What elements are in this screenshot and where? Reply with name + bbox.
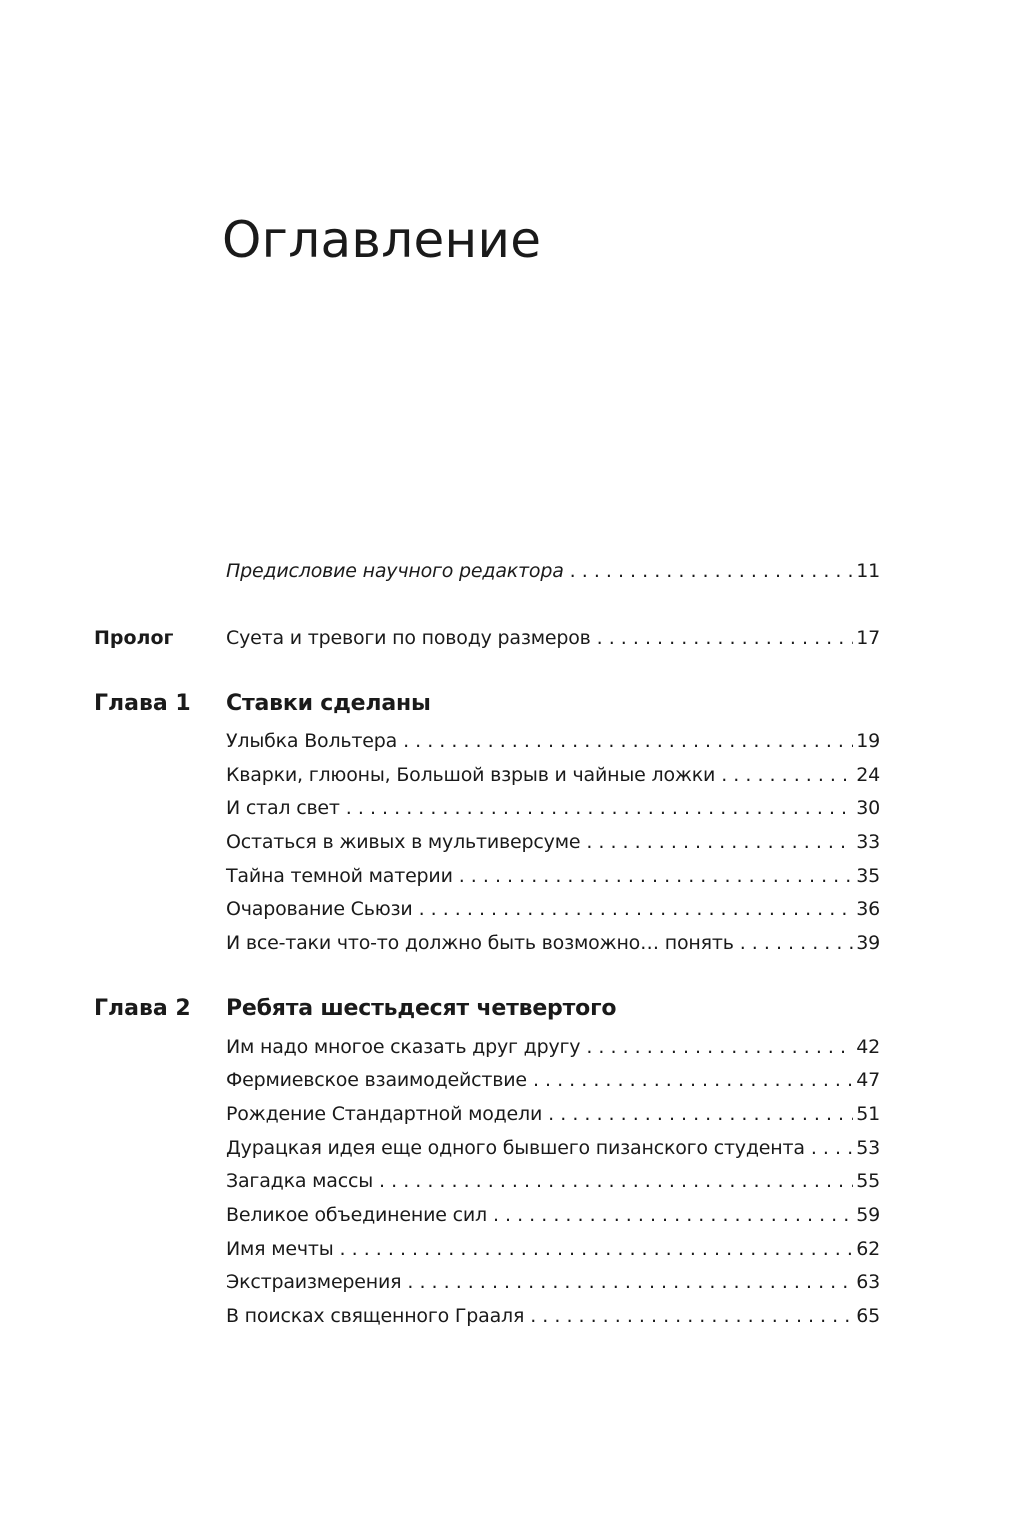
toc-entry-page: 47 xyxy=(856,1069,880,1091)
prologue-label: Пролог xyxy=(94,627,174,649)
toc-entry-title: Им надо многое сказать друг другу xyxy=(226,1036,581,1058)
toc-entry[interactable] xyxy=(226,829,880,855)
toc-entry[interactable] xyxy=(226,1067,880,1093)
toc-entry-title: Улыбка Вольтера xyxy=(226,730,398,752)
page-title: Оглавление xyxy=(222,211,542,269)
dot-leader xyxy=(407,1269,853,1295)
toc-entry-page: 24 xyxy=(856,764,880,786)
dot-leader xyxy=(740,930,854,956)
toc-entry-title: Суета и тревоги по поводу размеров xyxy=(226,627,591,649)
chapter-title[interactable]: Ставки сделаны xyxy=(226,691,431,716)
toc-entry-title: И все-таки что-то должно быть возможно… понять xyxy=(226,932,734,954)
toc-entry-title: Фермиевское взаимодействие xyxy=(226,1069,527,1091)
toc-entry-title: Дурацкая идея еще одного бывшего пизанского студента xyxy=(226,1137,805,1159)
toc-entry[interactable] xyxy=(226,863,880,889)
toc-entry-page: 53 xyxy=(856,1137,880,1159)
toc-entry-title: Предисловие научного редактора xyxy=(226,560,564,582)
toc-entry[interactable] xyxy=(226,1236,880,1262)
dot-leader xyxy=(721,762,853,788)
toc-entry-title: В поисках священного Грааля xyxy=(226,1305,525,1327)
toc-entry-page: 51 xyxy=(856,1103,880,1125)
toc-entry-page: 11 xyxy=(856,560,880,582)
toc-entry-page: 59 xyxy=(856,1204,880,1226)
toc-entry-prologue[interactable] xyxy=(226,625,880,651)
dot-leader xyxy=(586,829,853,855)
toc-entry-title: Тайна темной материи xyxy=(226,865,453,887)
toc-entry-page: 36 xyxy=(856,898,880,920)
toc-entry-title: Экстраизмерения xyxy=(226,1271,402,1293)
toc-entry[interactable] xyxy=(226,762,880,788)
toc-entry-page: 30 xyxy=(856,797,880,819)
toc-entry-preface[interactable] xyxy=(226,558,880,584)
dot-leader xyxy=(570,558,854,584)
toc-entry[interactable] xyxy=(226,728,880,754)
dot-leader xyxy=(340,1236,854,1262)
toc-entry-title: Остаться в живых в мультиверсуме xyxy=(226,831,581,853)
dot-leader xyxy=(459,863,854,889)
toc-entry-page: 55 xyxy=(856,1170,880,1192)
toc-entry-title: Великое объединение сил xyxy=(226,1204,487,1226)
toc-entry-title: Кварки, глюоны, Большой взрыв и чайные ложки xyxy=(226,764,716,786)
toc-entry-title: Очарование Сьюзи xyxy=(226,898,413,920)
dot-leader xyxy=(597,625,854,651)
toc-entry-title: Загадка массы xyxy=(226,1170,374,1192)
toc-entry-title: Рождение Стандартной модели xyxy=(226,1103,543,1125)
dot-leader xyxy=(379,1168,853,1194)
dot-leader xyxy=(548,1101,853,1127)
chapter-label: Глава 2 xyxy=(94,996,191,1021)
chapter-title[interactable]: Ребята шестьдесят четвертого xyxy=(226,996,617,1021)
dot-leader xyxy=(811,1135,853,1161)
dot-leader xyxy=(586,1034,853,1060)
dot-leader xyxy=(530,1303,853,1329)
toc-entry[interactable] xyxy=(226,795,880,821)
toc-entry[interactable] xyxy=(226,1202,880,1228)
toc-entry-page: 39 xyxy=(856,932,880,954)
toc-entry[interactable] xyxy=(226,1135,880,1161)
dot-leader xyxy=(493,1202,853,1228)
toc-entry-page: 17 xyxy=(856,627,880,649)
toc-entry[interactable] xyxy=(226,1269,880,1295)
toc-entry[interactable] xyxy=(226,930,880,956)
toc-entry-page: 35 xyxy=(856,865,880,887)
toc-entry[interactable] xyxy=(226,896,880,922)
toc-entry[interactable] xyxy=(226,1101,880,1127)
toc-entry-page: 63 xyxy=(856,1271,880,1293)
toc-entry-page: 65 xyxy=(856,1305,880,1327)
dot-leader xyxy=(403,728,853,754)
toc-entry-page: 19 xyxy=(856,730,880,752)
toc-entry-page: 62 xyxy=(856,1238,880,1260)
toc-entry-title: Имя мечты xyxy=(226,1238,334,1260)
chapter-label: Глава 1 xyxy=(94,691,191,716)
toc-entry[interactable] xyxy=(226,1303,880,1329)
dot-leader xyxy=(419,896,854,922)
toc-entry-title: И стал свет xyxy=(226,797,340,819)
dot-leader xyxy=(346,795,853,821)
toc-entry[interactable] xyxy=(226,1034,880,1060)
toc-entry-page: 33 xyxy=(856,831,880,853)
toc-entry[interactable] xyxy=(226,1168,880,1194)
dot-leader xyxy=(533,1067,853,1093)
toc-entry-page: 42 xyxy=(856,1036,880,1058)
